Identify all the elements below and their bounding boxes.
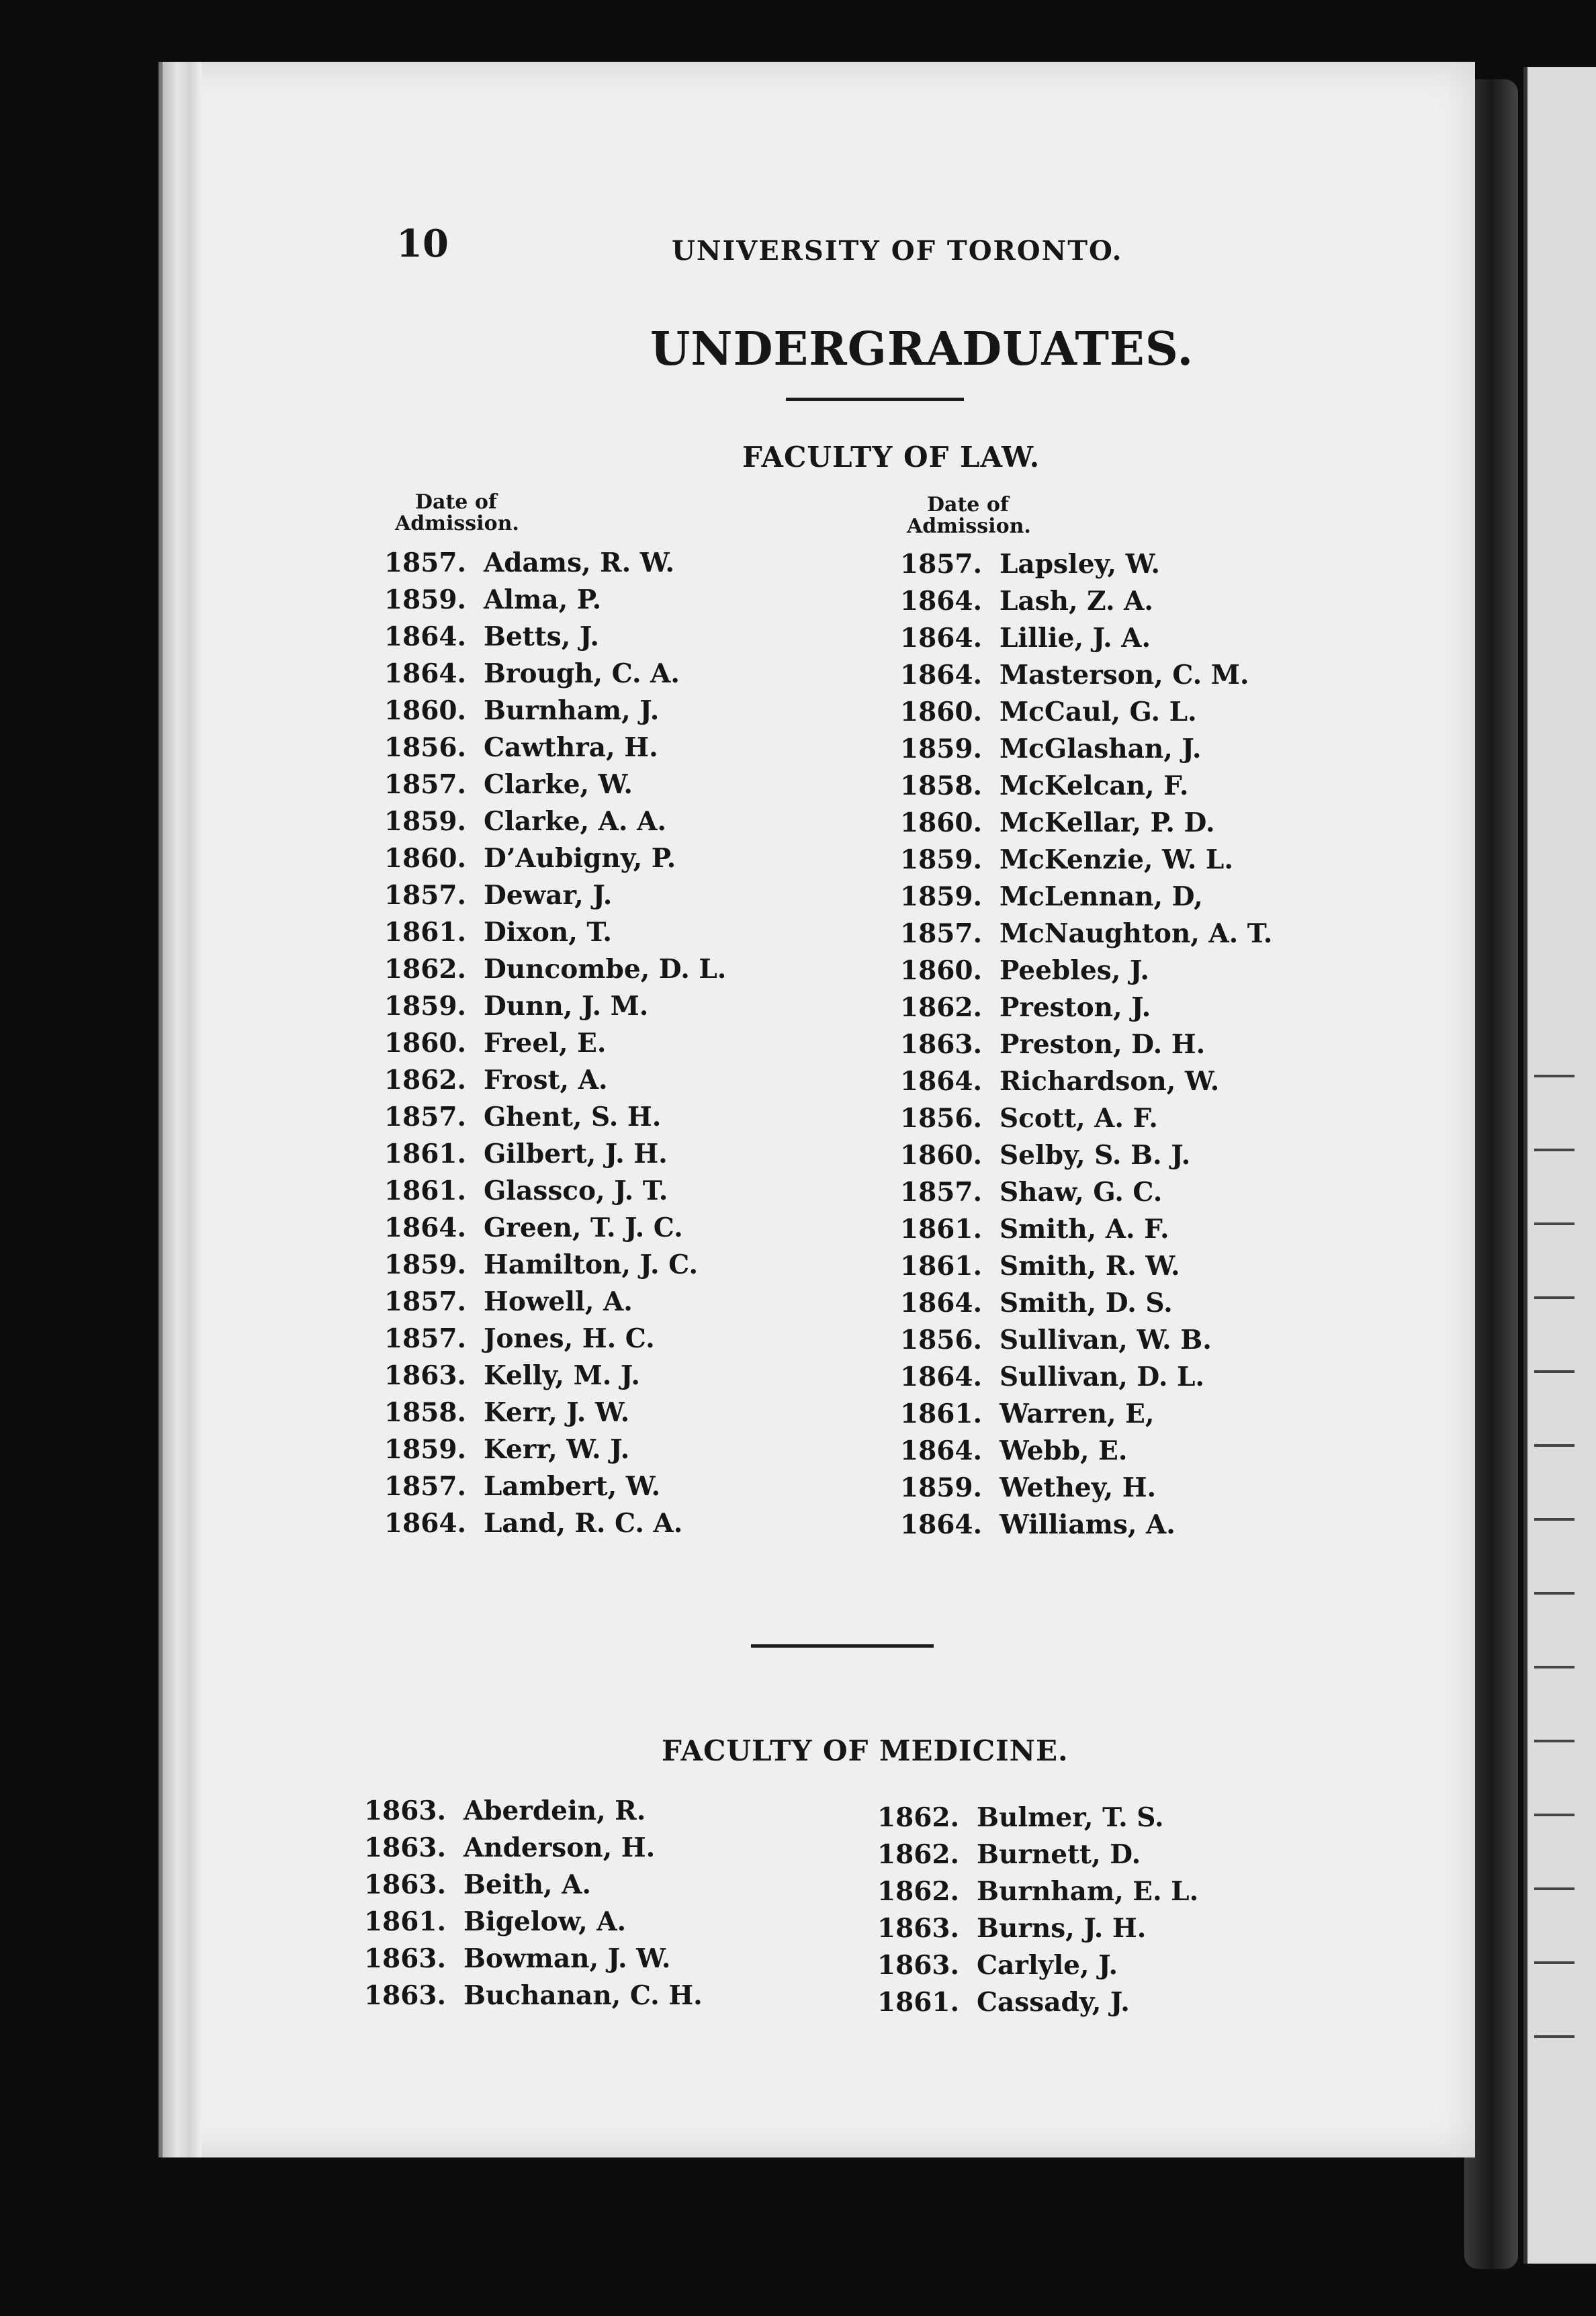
student-name: Burnham, J. <box>484 695 660 726</box>
student-name: Dunn, J. M. <box>484 990 649 1022</box>
title-rule <box>786 398 964 401</box>
admission-year: 1859. <box>900 881 983 912</box>
list-item <box>384 1135 726 1172</box>
admission-year: 1864. <box>384 1507 467 1539</box>
admission-year: 1860. <box>384 1027 467 1059</box>
admission-year: 1859. <box>900 844 983 875</box>
admission-year: 1864. <box>900 1509 983 1540</box>
student-name: Buchanan, C. H. <box>463 1979 703 2011</box>
admission-year: 1864. <box>900 1287 983 1319</box>
list-item <box>384 1098 726 1135</box>
student-name: Betts, J. <box>484 621 599 652</box>
list-item <box>384 1468 726 1505</box>
admission-year: 1862. <box>384 1064 467 1096</box>
student-name: Smith, D. S. <box>1000 1287 1173 1319</box>
medicine-left-list <box>364 1792 703 2014</box>
admission-year: 1862. <box>877 1838 960 1870</box>
admission-year: 1862. <box>384 953 467 985</box>
student-name: Kelly, M. J. <box>484 1360 640 1391</box>
list-item <box>877 1984 1198 2020</box>
list-item <box>364 1829 703 1866</box>
page-number: 10 <box>396 222 449 266</box>
admission-year: 1863. <box>364 1943 447 1974</box>
student-name: Lapsley, W. <box>1000 548 1160 580</box>
student-name: Ghent, S. H. <box>484 1101 662 1132</box>
admission-year: 1863. <box>364 1832 447 1863</box>
list-item <box>384 655 726 692</box>
admission-year: 1856. <box>900 1102 983 1134</box>
medicine-right-list <box>877 1799 1198 2020</box>
admission-year: 1859. <box>384 990 467 1022</box>
admission-year: 1864. <box>384 658 467 689</box>
student-name: Hamilton, J. C. <box>484 1249 699 1280</box>
student-name: Bulmer, T. S. <box>977 1801 1164 1833</box>
list-item <box>384 544 726 581</box>
list-item <box>384 1431 726 1468</box>
student-name: Lillie, J. A. <box>1000 622 1151 654</box>
student-name: Frost, A. <box>484 1064 608 1096</box>
list-item <box>900 619 1272 656</box>
student-name: Lambert, W. <box>484 1470 661 1502</box>
list-item <box>900 1173 1272 1210</box>
admission-year: 1864. <box>900 585 983 617</box>
student-name: Clarke, A. A. <box>484 805 666 837</box>
admission-year: 1863. <box>364 1795 447 1826</box>
col-head-line1: Date of <box>927 493 1009 517</box>
admission-year: 1861. <box>364 1906 447 1937</box>
law-left-column-head <box>395 492 519 535</box>
section-divider-rule <box>751 1644 934 1648</box>
list-item <box>364 1866 703 1903</box>
list-item <box>900 1469 1272 1506</box>
admission-year: 1857. <box>900 918 983 949</box>
admission-year: 1860. <box>900 807 983 838</box>
student-name: Burns, J. H. <box>977 1912 1147 1944</box>
student-name: Wethey, H. <box>1000 1472 1157 1503</box>
list-item <box>900 1395 1272 1432</box>
admission-year: 1856. <box>900 1324 983 1355</box>
student-name: McKelcan, F. <box>1000 770 1189 801</box>
admission-year: 1859. <box>384 805 467 837</box>
list-item <box>900 582 1272 619</box>
list-item <box>900 1321 1272 1358</box>
running-head: UNIVERSITY OF TORONTO. <box>672 235 1123 267</box>
list-item <box>384 1283 726 1320</box>
student-name: Howell, A. <box>484 1286 633 1317</box>
list-item <box>384 1024 726 1061</box>
list-item <box>900 1284 1272 1321</box>
student-name: Bowman, J. W. <box>463 1943 671 1974</box>
admission-year: 1864. <box>900 1435 983 1466</box>
admission-year: 1860. <box>900 696 983 727</box>
list-item <box>900 804 1272 841</box>
student-name: Sullivan, D. L. <box>1000 1361 1204 1392</box>
list-item <box>384 692 726 729</box>
student-name: Warren, E, <box>1000 1398 1155 1429</box>
law-right-list <box>900 545 1272 1543</box>
student-name: Richardson, W. <box>1000 1065 1220 1097</box>
student-name: Clarke, W. <box>484 768 633 800</box>
admission-year: 1857. <box>384 1470 467 1502</box>
admission-year: 1857. <box>384 1286 467 1317</box>
list-item <box>384 581 726 618</box>
list-item <box>364 1903 703 1940</box>
student-name: Cassady, J. <box>977 1986 1130 2018</box>
admission-year: 1863. <box>900 1028 983 1060</box>
student-name: McKenzie, W. L. <box>1000 844 1233 875</box>
student-name: Alma, P. <box>484 584 602 615</box>
admission-year: 1858. <box>384 1396 467 1428</box>
admission-year: 1857. <box>384 547 467 578</box>
admission-year: 1860. <box>384 695 467 726</box>
admission-year: 1860. <box>900 1139 983 1171</box>
list-item <box>877 1910 1198 1947</box>
list-item <box>900 656 1272 693</box>
student-name: Burnett, D. <box>977 1838 1141 1870</box>
student-name: Carlyle, J. <box>977 1949 1118 1981</box>
student-name: McLennan, D, <box>1000 881 1203 912</box>
student-name: Burnham, E. L. <box>977 1875 1199 1907</box>
student-name: Bigelow, A. <box>463 1906 627 1937</box>
list-item <box>877 1873 1198 1910</box>
list-item <box>900 1137 1272 1173</box>
admission-year: 1862. <box>900 991 983 1023</box>
list-item <box>384 877 726 914</box>
admission-year: 1863. <box>364 1869 447 1900</box>
student-name: Dewar, J. <box>484 879 613 911</box>
admission-year: 1864. <box>384 1212 467 1243</box>
student-name: Cawthra, H. <box>484 731 658 763</box>
student-name: Sullivan, W. B. <box>1000 1324 1212 1355</box>
list-item <box>900 1506 1272 1543</box>
student-name: Gilbert, J. H. <box>484 1138 668 1169</box>
student-name: Green, T. J. C. <box>484 1212 683 1243</box>
student-name: Land, R. C. A. <box>484 1507 683 1539</box>
student-name: Shaw, G. C. <box>1000 1176 1163 1208</box>
list-item <box>900 545 1272 582</box>
list-item <box>384 950 726 987</box>
admission-year: 1864. <box>900 622 983 654</box>
admission-year: 1858. <box>900 770 983 801</box>
student-name: Selby, S. B. J. <box>1000 1139 1191 1171</box>
admission-year: 1864. <box>900 1361 983 1392</box>
admission-year: 1861. <box>900 1250 983 1282</box>
student-name: Aberdein, R. <box>463 1795 646 1826</box>
law-right-column-head <box>907 494 1031 537</box>
list-item <box>384 1505 726 1542</box>
admission-year: 1863. <box>384 1360 467 1391</box>
list-item <box>900 767 1272 804</box>
admission-year: 1861. <box>384 1138 467 1169</box>
list-item <box>900 915 1272 952</box>
admission-year: 1859. <box>384 584 467 615</box>
col-head-line1: Date of <box>415 490 497 514</box>
law-left-list <box>384 544 726 1542</box>
list-item <box>900 730 1272 767</box>
admission-year: 1861. <box>900 1213 983 1245</box>
student-name: Duncombe, D. L. <box>484 953 727 985</box>
student-name: McNaughton, A. T. <box>1000 918 1273 949</box>
admission-year: 1857. <box>384 768 467 800</box>
admission-year: 1860. <box>384 842 467 874</box>
student-name: Beith, A. <box>463 1869 591 1900</box>
student-name: Masterson, C. M. <box>1000 659 1249 691</box>
list-item <box>384 840 726 877</box>
admission-year: 1857. <box>900 1176 983 1208</box>
student-name: Smith, R. W. <box>1000 1250 1180 1282</box>
admission-year: 1862. <box>877 1875 960 1907</box>
list-item <box>384 987 726 1024</box>
student-name: Anderson, H. <box>463 1832 656 1863</box>
admission-year: 1861. <box>384 1175 467 1206</box>
list-item <box>384 1246 726 1283</box>
list-item <box>384 1061 726 1098</box>
student-name: Freel, E. <box>484 1027 607 1059</box>
admission-year: 1859. <box>384 1433 467 1465</box>
student-name: Kerr, J. W. <box>484 1396 630 1428</box>
student-name: Dixon, T. <box>484 916 612 948</box>
admission-year: 1856. <box>384 731 467 763</box>
student-name: Preston, J. <box>1000 991 1151 1023</box>
student-name: Kerr, W. J. <box>484 1433 630 1465</box>
admission-year: 1861. <box>384 916 467 948</box>
list-item <box>364 1792 703 1829</box>
student-name: Peebles, J. <box>1000 954 1149 986</box>
admission-year: 1863. <box>877 1949 960 1981</box>
list-item <box>384 618 726 655</box>
list-item <box>384 729 726 766</box>
admission-year: 1857. <box>384 879 467 911</box>
list-item <box>900 693 1272 730</box>
list-item <box>900 1210 1272 1247</box>
list-item <box>900 952 1272 989</box>
section-title: UNDERGRADUATES. <box>650 322 1194 376</box>
student-name: D’Aubigny, P. <box>484 842 676 874</box>
list-item <box>877 1799 1198 1836</box>
list-item <box>900 1026 1272 1063</box>
admission-year: 1864. <box>384 621 467 652</box>
list-item <box>364 1977 703 2014</box>
admission-year: 1864. <box>900 1065 983 1097</box>
student-name: Scott, A. F. <box>1000 1102 1158 1134</box>
page-binding-gutter <box>159 62 202 2157</box>
list-item <box>900 989 1272 1026</box>
student-name: Preston, D. H. <box>1000 1028 1206 1060</box>
col-head-line2: Admission. <box>907 515 1031 538</box>
admission-year: 1859. <box>900 1472 983 1503</box>
student-name: McCaul, G. L. <box>1000 696 1197 727</box>
list-item <box>384 1357 726 1394</box>
list-item <box>384 914 726 950</box>
list-item <box>900 1063 1272 1100</box>
document-page <box>159 62 1475 2157</box>
law-faculty-title: FACULTY OF LAW. <box>742 441 1040 474</box>
list-item <box>384 1320 726 1357</box>
student-name: Smith, A. F. <box>1000 1213 1169 1245</box>
admission-year: 1863. <box>877 1912 960 1944</box>
list-item <box>384 766 726 803</box>
list-item <box>384 1172 726 1209</box>
list-item <box>900 1358 1272 1395</box>
list-item <box>877 1836 1198 1873</box>
list-item <box>900 1100 1272 1137</box>
list-item <box>877 1947 1198 1984</box>
col-head-line2: Admission. <box>395 512 519 535</box>
admission-year: 1864. <box>900 659 983 691</box>
student-name: Williams, A. <box>1000 1509 1176 1540</box>
list-item <box>900 878 1272 915</box>
list-item <box>364 1940 703 1977</box>
admission-year: 1857. <box>384 1323 467 1354</box>
student-name: Adams, R. W. <box>484 547 675 578</box>
student-name: McKellar, P. D. <box>1000 807 1215 838</box>
list-item <box>900 841 1272 878</box>
list-item <box>900 1247 1272 1284</box>
student-name: Lash, Z. A. <box>1000 585 1153 617</box>
admission-year: 1860. <box>900 954 983 986</box>
facing-page-edge <box>1523 67 1596 2264</box>
admission-year: 1857. <box>384 1101 467 1132</box>
admission-year: 1857. <box>900 548 983 580</box>
student-name: Brough, C. A. <box>484 658 680 689</box>
student-name: Webb, E. <box>1000 1435 1128 1466</box>
list-item <box>384 803 726 840</box>
admission-year: 1862. <box>877 1801 960 1833</box>
medicine-faculty-title: FACULTY OF MEDICINE. <box>662 1734 1069 1767</box>
student-name: Glassco, J. T. <box>484 1175 668 1206</box>
list-item <box>900 1432 1272 1469</box>
student-name: Jones, H. C. <box>484 1323 655 1354</box>
list-item <box>384 1209 726 1246</box>
admission-year: 1859. <box>900 733 983 764</box>
student-name: McGlashan, J. <box>1000 733 1202 764</box>
admission-year: 1863. <box>364 1979 447 2011</box>
list-item <box>384 1394 726 1431</box>
admission-year: 1859. <box>384 1249 467 1280</box>
admission-year: 1861. <box>900 1398 983 1429</box>
admission-year: 1861. <box>877 1986 960 2018</box>
